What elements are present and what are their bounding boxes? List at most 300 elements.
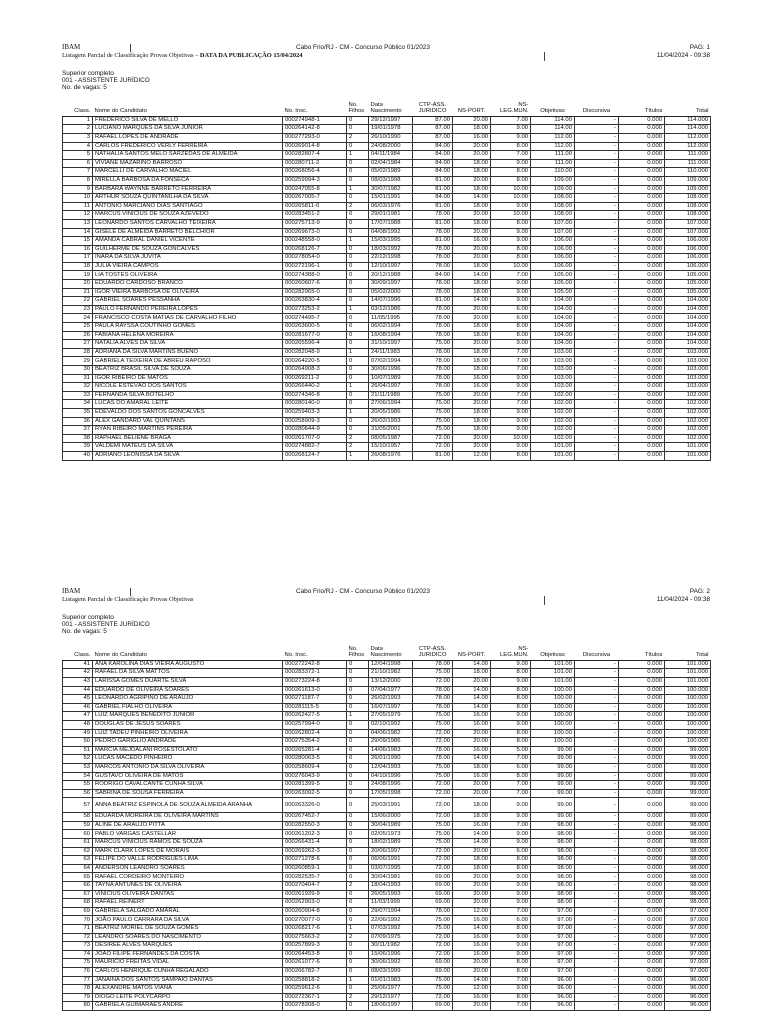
port-cell: 18.00: [453, 331, 491, 340]
filhos-cell: 0: [347, 729, 369, 738]
leg-cell: 8.00: [491, 142, 531, 151]
total-cell: 98.000: [665, 899, 711, 908]
tit-cell: 0.000: [619, 746, 665, 755]
class-cell: 2: [63, 125, 93, 134]
ctp-cell: 75.00: [413, 772, 453, 781]
ctp-cell: 78.00: [413, 314, 453, 323]
ctp-cell: 72.00: [413, 864, 453, 873]
header-divider: [544, 52, 545, 61]
insc-cell: 000264142-8: [283, 125, 347, 134]
filhos-cell: 0: [347, 950, 369, 959]
name-cell: LEANDRO SOARES DO NASCIMENTO: [93, 933, 283, 942]
leg-cell: 9.00: [491, 228, 531, 237]
ctp-cell: 78.00: [413, 323, 453, 332]
table-row: [63, 1002, 711, 1011]
port-cell: 18.00: [453, 280, 491, 289]
filhos-cell: 1: [347, 925, 369, 934]
filhos-cell: 2: [347, 933, 369, 942]
col-tit: Títulos: [619, 646, 665, 661]
leg-cell: 9.00: [491, 677, 531, 686]
name-cell: EDUARDA MOREIRA DE OLIVEIRA MARTINS: [93, 813, 283, 822]
table-row: [63, 856, 711, 865]
table-row: [63, 237, 711, 246]
disc-cell: -: [575, 882, 619, 891]
obj-cell: 101.00: [531, 677, 575, 686]
disc-cell: -: [575, 280, 619, 289]
port-cell: 20.00: [453, 738, 491, 747]
filhos-cell: 0: [347, 821, 369, 830]
class-cell: 24: [63, 314, 93, 323]
disc-cell: -: [575, 340, 619, 349]
tit-cell: 0.000: [619, 116, 665, 125]
total-cell: 98.000: [665, 890, 711, 899]
disc-cell: -: [575, 434, 619, 443]
name-cell: FRANCISCO COSTA MATIAS DE CARVALHO FILHO: [93, 314, 283, 323]
port-cell: 12.00: [453, 907, 491, 916]
tit-cell: 0.000: [619, 677, 665, 686]
obj-cell: 103.00: [531, 383, 575, 392]
total-cell: 100.000: [665, 695, 711, 704]
port-cell: 20.00: [453, 116, 491, 125]
header-divider: [130, 588, 131, 596]
leg-cell: 8.00: [491, 959, 531, 968]
tit-cell: 0.000: [619, 151, 665, 160]
col-filhos: No. Filhos: [347, 102, 369, 117]
tit-cell: 0.000: [619, 297, 665, 306]
insc-cell: 000247055-8: [283, 185, 347, 194]
name-cell: DIOGO LEITE POLYCARPO: [93, 993, 283, 1002]
table-row: [63, 211, 711, 220]
port-cell: 20.00: [453, 967, 491, 976]
total-cell: 109.000: [665, 185, 711, 194]
insc-cell: 000264220-5: [283, 357, 347, 366]
disc-cell: -: [575, 254, 619, 263]
nasc-cell: 20/06/1997: [369, 847, 413, 856]
filhos-cell: 0: [347, 314, 369, 323]
tit-cell: 0.000: [619, 383, 665, 392]
obj-cell: 104.00: [531, 331, 575, 340]
nasc-cell: 24/08/1996: [369, 781, 413, 790]
table-row: [63, 798, 711, 813]
insc-cell: 000283451-2: [283, 211, 347, 220]
port-cell: 20.00: [453, 228, 491, 237]
total-cell: 106.000: [665, 254, 711, 263]
obj-cell: 99.00: [531, 789, 575, 798]
tit-cell: 0.000: [619, 925, 665, 934]
class-cell: 6: [63, 159, 93, 168]
tit-cell: 0.000: [619, 720, 665, 729]
name-cell: IGOR RIBEIRO DE MATOS: [93, 374, 283, 383]
insc-cell: 000274346-8: [283, 391, 347, 400]
leg-cell: 8.00: [491, 738, 531, 747]
insc-cell: 000268056-4: [283, 168, 347, 177]
disc-cell: -: [575, 271, 619, 280]
class-cell: 50: [63, 738, 93, 747]
org-name: IBAM: [62, 587, 81, 595]
leg-cell: 10.00: [491, 194, 531, 203]
tit-cell: 0.000: [619, 314, 665, 323]
nasc-cell: 17/05/1998: [369, 789, 413, 798]
table-row: [63, 729, 711, 738]
obj-cell: 105.00: [531, 288, 575, 297]
leg-cell: 8.00: [491, 695, 531, 704]
leg-cell: 9.00: [491, 133, 531, 142]
table-row: [63, 976, 711, 985]
insc-cell: 000259403-3: [283, 408, 347, 417]
tit-cell: 0.000: [619, 443, 665, 452]
filhos-cell: 1: [347, 151, 369, 160]
ctp-cell: 75.00: [413, 985, 453, 994]
table-row: [63, 348, 711, 357]
leg-cell: 9.00: [491, 985, 531, 994]
leg-cell: 7.00: [491, 755, 531, 764]
leg-cell: 7.00: [491, 976, 531, 985]
obj-cell: 97.00: [531, 907, 575, 916]
port-cell: 16.00: [453, 916, 491, 925]
insc-cell: 000282048-9: [283, 348, 347, 357]
port-cell: 20.00: [453, 142, 491, 151]
class-cell: 64: [63, 864, 93, 873]
disc-cell: -: [575, 695, 619, 704]
table-row: [63, 899, 711, 908]
tit-cell: 0.000: [619, 830, 665, 839]
name-cell: GUSTAVO OLIVEIRA DE MATOS: [93, 772, 283, 781]
obj-cell: 97.00: [531, 925, 575, 934]
insc-cell: 000261077-6: [283, 959, 347, 968]
table-row: [63, 271, 711, 280]
disc-cell: -: [575, 729, 619, 738]
insc-cell: 000261707-0: [283, 434, 347, 443]
disc-cell: -: [575, 660, 619, 669]
insc-cell: 000258909-3: [283, 417, 347, 426]
obj-cell: 104.00: [531, 297, 575, 306]
col-name: Nome do Candidato: [93, 102, 283, 117]
obj-cell: 103.00: [531, 348, 575, 357]
table-row: [63, 176, 711, 185]
disc-cell: -: [575, 772, 619, 781]
nasc-cell: 31/05/2001: [369, 426, 413, 435]
tit-cell: 0.000: [619, 847, 665, 856]
class-cell: 53: [63, 763, 93, 772]
class-cell: 68: [63, 899, 93, 908]
tit-cell: 0.000: [619, 789, 665, 798]
table-row: [63, 695, 711, 704]
name-cell: FREDERICO SILVA DE MELLO: [93, 116, 283, 125]
obj-cell: 96.00: [531, 985, 575, 994]
table-row: [63, 890, 711, 899]
ctp-cell: 75.00: [413, 925, 453, 934]
page-number: PAG: 1: [689, 44, 710, 51]
port-cell: 16.00: [453, 993, 491, 1002]
contest-title: Cabo Frio/RJ - CM - Concurso Público 01/2023: [296, 588, 430, 595]
filhos-cell: 0: [347, 720, 369, 729]
ctp-cell: 72.00: [413, 434, 453, 443]
filhos-cell: 2: [347, 434, 369, 443]
leg-cell: 7.00: [491, 400, 531, 409]
class-cell: 69: [63, 907, 93, 916]
nasc-cell: 19/01/1978: [369, 125, 413, 134]
port-cell: 20.00: [453, 434, 491, 443]
table-row: [63, 185, 711, 194]
tit-cell: 0.000: [619, 821, 665, 830]
obj-cell: 99.00: [531, 755, 575, 764]
filhos-cell: 0: [347, 669, 369, 678]
port-cell: 14.00: [453, 976, 491, 985]
obj-cell: 101.00: [531, 669, 575, 678]
port-cell: 20.00: [453, 729, 491, 738]
job-role: 001 - ASSISTENTE JURÍDICO: [62, 621, 150, 629]
obj-cell: 102.00: [531, 417, 575, 426]
insc-cell: 000266431-4: [283, 839, 347, 848]
insc-cell: 000263830-4: [283, 297, 347, 306]
total-cell: 100.000: [665, 703, 711, 712]
leg-cell: 8.00: [491, 856, 531, 865]
class-cell: 17: [63, 254, 93, 263]
filhos-cell: 0: [347, 660, 369, 669]
name-cell: JOÃO PAULO CARRARA DA SILVA: [93, 916, 283, 925]
leg-cell: 8.00: [491, 254, 531, 263]
disc-cell: -: [575, 142, 619, 151]
disc-cell: -: [575, 677, 619, 686]
nasc-cell: 04/11/1984: [369, 151, 413, 160]
name-cell: PAULA RAYSSA COUTINHO GOMES: [93, 323, 283, 332]
nasc-cell: 27/05/1979: [369, 712, 413, 721]
port-cell: 20.00: [453, 400, 491, 409]
port-cell: 18.00: [453, 426, 491, 435]
tit-cell: 0.000: [619, 882, 665, 891]
nasc-cell: 26/02/1993: [369, 417, 413, 426]
filhos-cell: 0: [347, 763, 369, 772]
tit-cell: 0.000: [619, 228, 665, 237]
ctp-cell: 81.00: [413, 451, 453, 460]
nasc-cell: 06/06/1991: [369, 856, 413, 865]
filhos-cell: 0: [347, 830, 369, 839]
nasc-cell: 30/06/1996: [369, 366, 413, 375]
total-cell: 98.000: [665, 830, 711, 839]
filhos-cell: 0: [347, 755, 369, 764]
nasc-cell: 15/06/1996: [369, 950, 413, 959]
table-row: [63, 245, 711, 254]
insc-cell: 000273224-8: [283, 677, 347, 686]
class-cell: 31: [63, 374, 93, 383]
total-cell: 97.000: [665, 907, 711, 916]
nasc-cell: 13/12/2000: [369, 677, 413, 686]
table-row: [63, 781, 711, 790]
tit-cell: 0.000: [619, 434, 665, 443]
col-total: Total: [665, 102, 711, 117]
table-row: [63, 426, 711, 435]
port-cell: 14.00: [453, 703, 491, 712]
obj-cell: 98.00: [531, 864, 575, 873]
table-row: [63, 357, 711, 366]
table-row: [63, 821, 711, 830]
filhos-cell: 2: [347, 443, 369, 452]
disc-cell: -: [575, 245, 619, 254]
class-cell: 19: [63, 271, 93, 280]
total-cell: 102.000: [665, 391, 711, 400]
ctp-cell: 69.00: [413, 899, 453, 908]
ctp-cell: 75.00: [413, 763, 453, 772]
table-row: [63, 686, 711, 695]
nasc-cell: 30/09/1997: [369, 280, 413, 289]
leg-cell: 9.00: [491, 830, 531, 839]
class-cell: 40: [63, 451, 93, 460]
filhos-cell: 0: [347, 813, 369, 822]
obj-cell: 98.00: [531, 821, 575, 830]
filhos-cell: 0: [347, 297, 369, 306]
disc-cell: -: [575, 686, 619, 695]
tit-cell: 0.000: [619, 185, 665, 194]
name-cell: NATHALIA SANTOS MELO SARZEDAS DE ALMEIDA: [93, 151, 283, 160]
filhos-cell: 0: [347, 142, 369, 151]
ctp-cell: 72.00: [413, 798, 453, 813]
insc-cell: 000282965-0: [283, 288, 347, 297]
obj-cell: 111.00: [531, 151, 575, 160]
obj-cell: 100.00: [531, 738, 575, 747]
leg-cell: 9.00: [491, 720, 531, 729]
ctp-cell: 78.00: [413, 357, 453, 366]
nasc-cell: 18/06/1997: [369, 1002, 413, 1011]
table-row: [63, 738, 711, 747]
total-cell: 112.000: [665, 133, 711, 142]
filhos-cell: 0: [347, 417, 369, 426]
insc-cell: 000260904-8: [283, 907, 347, 916]
port-cell: 18.00: [453, 366, 491, 375]
ctp-cell: 72.00: [413, 789, 453, 798]
filhos-cell: 1: [347, 976, 369, 985]
ctp-cell: 78.00: [413, 288, 453, 297]
obj-cell: 106.00: [531, 262, 575, 271]
obj-cell: 98.00: [531, 830, 575, 839]
nasc-cell: 05/02/1989: [369, 168, 413, 177]
name-cell: JOAO FILIPE FERNANDES DA COSTA: [93, 950, 283, 959]
ctp-cell: 84.00: [413, 159, 453, 168]
nasc-cell: 11/05/1995: [369, 314, 413, 323]
name-cell: VIVIANE MAZARINO BARROSO: [93, 159, 283, 168]
class-cell: 32: [63, 383, 93, 392]
total-cell: 101.000: [665, 677, 711, 686]
port-cell: 18.00: [453, 417, 491, 426]
class-cell: 47: [63, 712, 93, 721]
filhos-cell: 0: [347, 168, 369, 177]
tit-cell: 0.000: [619, 417, 665, 426]
total-cell: 103.000: [665, 348, 711, 357]
total-cell: 96.000: [665, 985, 711, 994]
filhos-cell: 0: [347, 245, 369, 254]
table-row: [63, 125, 711, 134]
col-nasc: Data Nascimento: [369, 102, 413, 117]
insc-cell: 000267452-7: [283, 813, 347, 822]
ctp-cell: 72.00: [413, 813, 453, 822]
ctp-cell: 78.00: [413, 746, 453, 755]
name-cell: RAFAEL CORDEIRO MONTEIRO: [93, 873, 283, 882]
nasc-cell: 30/06/1992: [369, 959, 413, 968]
total-cell: 102.000: [665, 408, 711, 417]
filhos-cell: 0: [347, 116, 369, 125]
leg-cell: 7.00: [491, 391, 531, 400]
table-row: [63, 366, 711, 375]
nasc-cell: 30/11/1982: [369, 942, 413, 951]
listing-subtitle: Listagem Parcial de Classificação Provas Objetivas: [62, 596, 194, 603]
name-cell: FERNANDA SILVA BOTELHO: [93, 391, 283, 400]
port-cell: 20.00: [453, 254, 491, 263]
nasc-cell: 24/08/2000: [369, 142, 413, 151]
filhos-cell: 0: [347, 391, 369, 400]
tit-cell: 0.000: [619, 288, 665, 297]
total-cell: 97.000: [665, 950, 711, 959]
ctp-cell: 87.00: [413, 125, 453, 134]
name-cell: EDEVALDO DOS SANTOS GONCALVES: [93, 408, 283, 417]
nasc-cell: 07/09/1975: [369, 933, 413, 942]
table-row: [63, 417, 711, 426]
report-timestamp: 11/04/2024 - 09:38: [656, 52, 710, 59]
class-cell: 25: [63, 323, 93, 332]
total-cell: 97.000: [665, 916, 711, 925]
insc-cell: 000273253-2: [283, 305, 347, 314]
port-cell: 20.00: [453, 882, 491, 891]
insc-cell: 000248558-0: [283, 237, 347, 246]
port-cell: 18.00: [453, 763, 491, 772]
name-cell: LUIZ MARQUES BENEDITO JUNIOR: [93, 712, 283, 721]
disc-cell: -: [575, 374, 619, 383]
insc-cell: 000281677-0: [283, 331, 347, 340]
port-cell: 20.00: [453, 305, 491, 314]
filhos-cell: 1: [347, 305, 369, 314]
filhos-cell: 0: [347, 366, 369, 375]
insc-cell: 000267005-7: [283, 194, 347, 203]
filhos-cell: 0: [347, 907, 369, 916]
disc-cell: -: [575, 262, 619, 271]
ctp-cell: 87.00: [413, 133, 453, 142]
tit-cell: 0.000: [619, 254, 665, 263]
leg-cell: 9.00: [491, 660, 531, 669]
tit-cell: 0.000: [619, 125, 665, 134]
ctp-cell: 75.00: [413, 916, 453, 925]
tit-cell: 0.000: [619, 451, 665, 460]
disc-cell: -: [575, 959, 619, 968]
table-row: [63, 669, 711, 678]
obj-cell: 108.00: [531, 202, 575, 211]
name-cell: ARTHUR SOUZA QUINTANILHA DA SILVA: [93, 194, 283, 203]
col-nasc: Data Nascimento: [369, 646, 413, 661]
insc-cell: 000280063-5: [283, 755, 347, 764]
table-row: [63, 660, 711, 669]
filhos-cell: 0: [347, 677, 369, 686]
class-cell: 59: [63, 821, 93, 830]
tit-cell: 0.000: [619, 763, 665, 772]
obj-cell: 98.00: [531, 873, 575, 882]
filhos-cell: 0: [347, 1002, 369, 1011]
obj-cell: 97.00: [531, 916, 575, 925]
total-cell: 101.000: [665, 451, 711, 460]
obj-cell: 99.00: [531, 798, 575, 813]
disc-cell: -: [575, 798, 619, 813]
obj-cell: 102.00: [531, 426, 575, 435]
ctp-cell: 81.00: [413, 176, 453, 185]
class-cell: 45: [63, 695, 93, 704]
tit-cell: 0.000: [619, 755, 665, 764]
name-cell: MARCIA MEJDALANI ROSESTOLATO: [93, 746, 283, 755]
table-row: [63, 839, 711, 848]
class-cell: 41: [63, 660, 93, 669]
name-cell: MAURICIO FREITAS VIDAL: [93, 959, 283, 968]
insc-cell: 000280644-9: [283, 426, 347, 435]
port-cell: 20.00: [453, 959, 491, 968]
port-cell: 18.00: [453, 185, 491, 194]
insc-cell: 000261613-0: [283, 686, 347, 695]
port-cell: 20.00: [453, 314, 491, 323]
insc-cell: 000258818-2: [283, 976, 347, 985]
